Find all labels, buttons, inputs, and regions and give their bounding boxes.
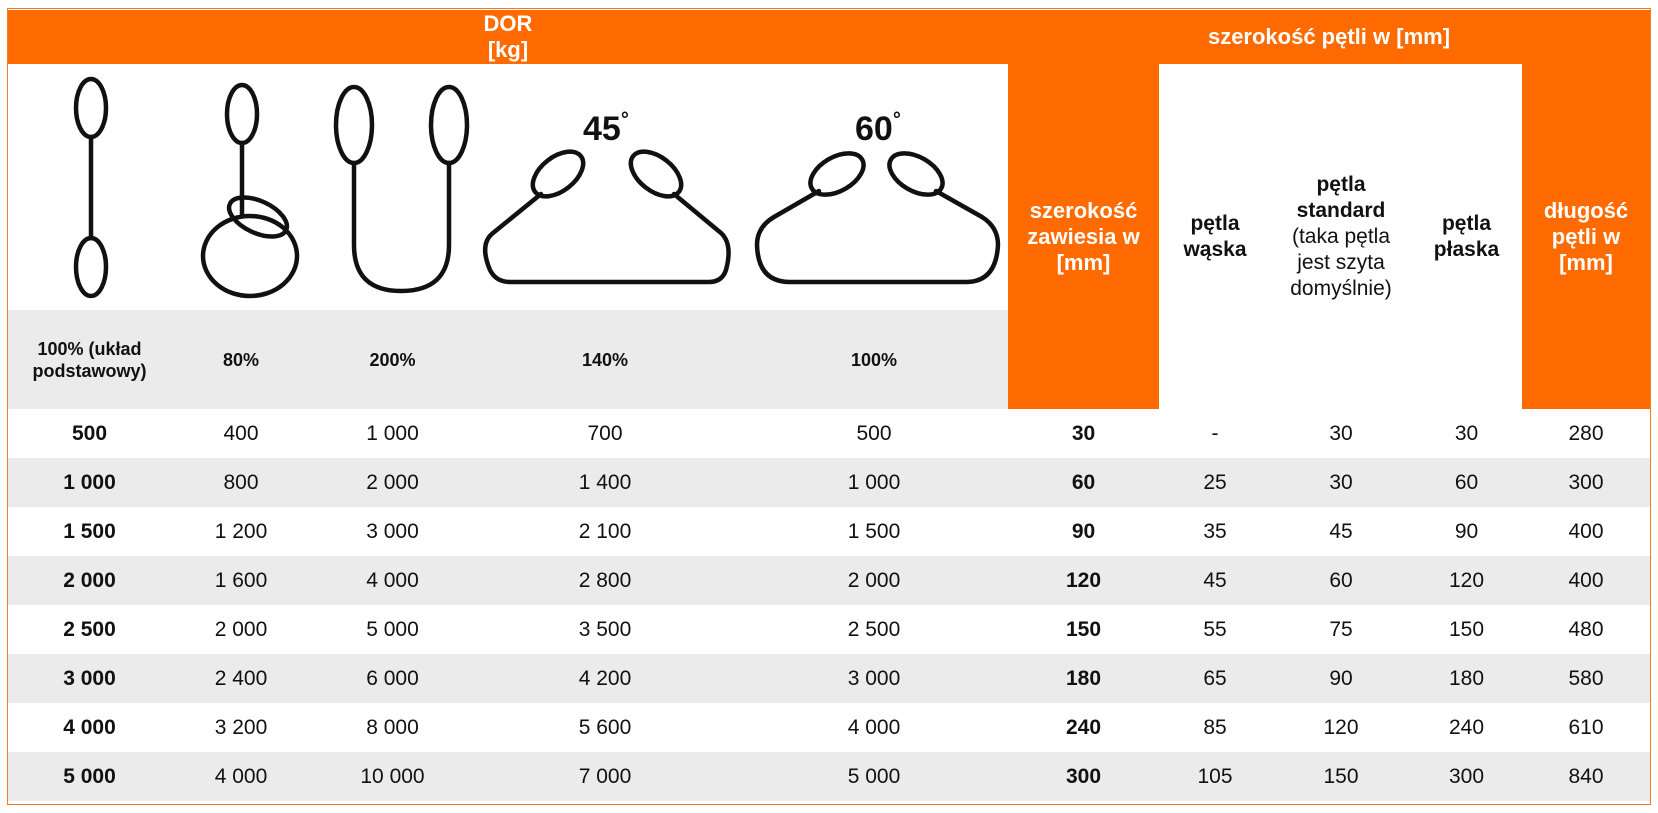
sling-60-icon: [757, 145, 998, 282]
table-cell: 60: [1071, 470, 1096, 494]
table-cell: 280: [1568, 421, 1604, 445]
percentage-cell: 80%: [222, 349, 260, 370]
table-cell: 610: [1568, 715, 1604, 739]
table-cell: 240: [1065, 715, 1102, 739]
table-cell: 4 000: [63, 715, 116, 739]
table-cell: 10 000: [360, 764, 425, 788]
loop-length-header: [1522, 64, 1650, 409]
table-row: [8, 458, 1650, 507]
dor-unit: [kg]: [487, 37, 529, 62]
table-cell: 3 000: [847, 666, 901, 690]
table-cell: 500: [71, 421, 108, 445]
table-cell: 300: [1448, 764, 1485, 788]
table-cell: 90: [1071, 519, 1096, 543]
straight-lift-icon: [76, 79, 106, 296]
loop-width-title: szerokość pętli w [mm]: [1207, 24, 1451, 49]
table-cell: 500: [856, 421, 892, 445]
table-cell: 5 000: [366, 617, 419, 641]
table-cell: 800: [223, 470, 259, 494]
table-cell: 580: [1568, 666, 1604, 690]
table-cell: 1 000: [366, 421, 419, 445]
table-cell: 120: [1448, 568, 1485, 592]
table-row: [8, 703, 1650, 752]
table-row: [8, 556, 1650, 605]
table-cell: 2 100: [578, 519, 632, 543]
table-cell: 65: [1203, 666, 1227, 690]
table-cell: 120: [1323, 715, 1359, 739]
loop-flat-title: pętla płaska: [1433, 211, 1500, 261]
table-cell: 55: [1203, 617, 1227, 641]
table-cell: 4 000: [214, 764, 268, 788]
table-row: [8, 752, 1650, 801]
dor-title: DOR: [483, 11, 533, 36]
table-cell: 2 500: [63, 617, 116, 641]
table-cell: 3 000: [63, 666, 116, 690]
percentage-cell: 200%: [369, 349, 416, 370]
table-cell: 180: [1448, 666, 1485, 690]
table-cell: 5 000: [847, 764, 901, 788]
table-cell: 25: [1203, 470, 1227, 494]
table-cell: 30: [1329, 421, 1353, 445]
table-cell: 400: [223, 421, 259, 445]
table-row: [8, 507, 1650, 556]
table-cell: 75: [1329, 617, 1353, 641]
table-cell: 400: [1568, 519, 1604, 543]
angle-45-label: 45°: [583, 109, 629, 148]
table-cell: 1 000: [63, 470, 116, 494]
table-cell: 150: [1323, 764, 1359, 788]
table-cell: 4 200: [578, 666, 632, 690]
angle-60-label: 60°: [855, 109, 901, 148]
table-row: [8, 605, 1650, 654]
table-cell: 1 500: [847, 519, 901, 543]
table-cell: 300: [1568, 470, 1604, 494]
basket-lift-icon: [336, 87, 467, 291]
percentage-cell: 140%: [581, 349, 629, 370]
sling-45-icon: [485, 143, 728, 282]
table-cell: 1 600: [214, 568, 268, 592]
table-cell: 60: [1329, 568, 1353, 592]
table-cell: 30: [1071, 421, 1096, 445]
percentage-cell: 100% (układ podstawowy): [32, 338, 147, 381]
table-cell: 2 800: [578, 568, 632, 592]
table-cell: 4 000: [847, 715, 901, 739]
table-cell: 700: [587, 421, 623, 445]
loop-standard-note: (taka pętla jest szyta domyślnie): [1290, 224, 1392, 300]
table-cell: 5 600: [578, 715, 632, 739]
table-cell: 2 500: [847, 617, 901, 641]
percentage-cell: 100%: [850, 349, 898, 370]
table-cell: 300: [1065, 764, 1102, 788]
sling-width-header: [1008, 64, 1159, 409]
table-cell: 4 000: [366, 568, 419, 592]
table-cell: 480: [1568, 617, 1604, 641]
table-cell: 30: [1454, 421, 1479, 445]
table-cell: 6 000: [366, 666, 419, 690]
loop-length-title: długość pętli w [mm]: [1543, 197, 1629, 275]
table-cell: 3 000: [366, 519, 419, 543]
table-cell: 7 000: [578, 764, 632, 788]
sling-width-title: szerokość zawiesia w [mm]: [1027, 197, 1140, 275]
table-cell: 90: [1454, 519, 1479, 543]
table-cell: 35: [1203, 519, 1227, 543]
table-cell: 1 400: [578, 470, 632, 494]
table-cell: 2 000: [366, 470, 419, 494]
table-cell: 105: [1197, 764, 1233, 788]
table-cell: 2 000: [847, 568, 901, 592]
table-row: [8, 409, 1650, 458]
choke-lift-icon: [203, 85, 297, 296]
loop-flat-header: [1411, 64, 1522, 409]
loop-standard-title: pętla standard: [1296, 172, 1386, 222]
table-cell: 45: [1203, 568, 1227, 592]
table-cell: 3 200: [214, 715, 268, 739]
table-cell: 240: [1448, 715, 1485, 739]
table-cell: 840: [1568, 764, 1604, 788]
table-cell: 150: [1448, 617, 1485, 641]
table-cell: 3 500: [578, 617, 632, 641]
table-cell: 2 000: [63, 568, 116, 592]
table-cell: 2 000: [214, 617, 268, 641]
table-row: [8, 654, 1650, 703]
table-cell: -: [1211, 421, 1219, 445]
table-cell: 1 500: [63, 519, 116, 543]
table-cell: 60: [1454, 470, 1479, 494]
table-cell: 400: [1568, 568, 1604, 592]
loop-narrow-title: pętla wąska: [1183, 211, 1247, 261]
loop-narrow-header: [1159, 64, 1271, 409]
table-cell: 90: [1329, 666, 1353, 690]
table-cell: 45: [1329, 519, 1353, 543]
table-cell: 180: [1065, 666, 1102, 690]
table-cell: 1 000: [847, 470, 901, 494]
table-cell: 30: [1329, 470, 1353, 494]
loop-standard-header: [1271, 64, 1411, 409]
table-cell: 5 000: [63, 764, 116, 788]
table-cell: 1 200: [214, 519, 268, 543]
table-cell: 120: [1065, 568, 1102, 592]
table-cell: 8 000: [366, 715, 419, 739]
table-cell: 2 400: [214, 666, 268, 690]
table-cell: 85: [1203, 715, 1227, 739]
table-cell: 150: [1065, 617, 1102, 641]
